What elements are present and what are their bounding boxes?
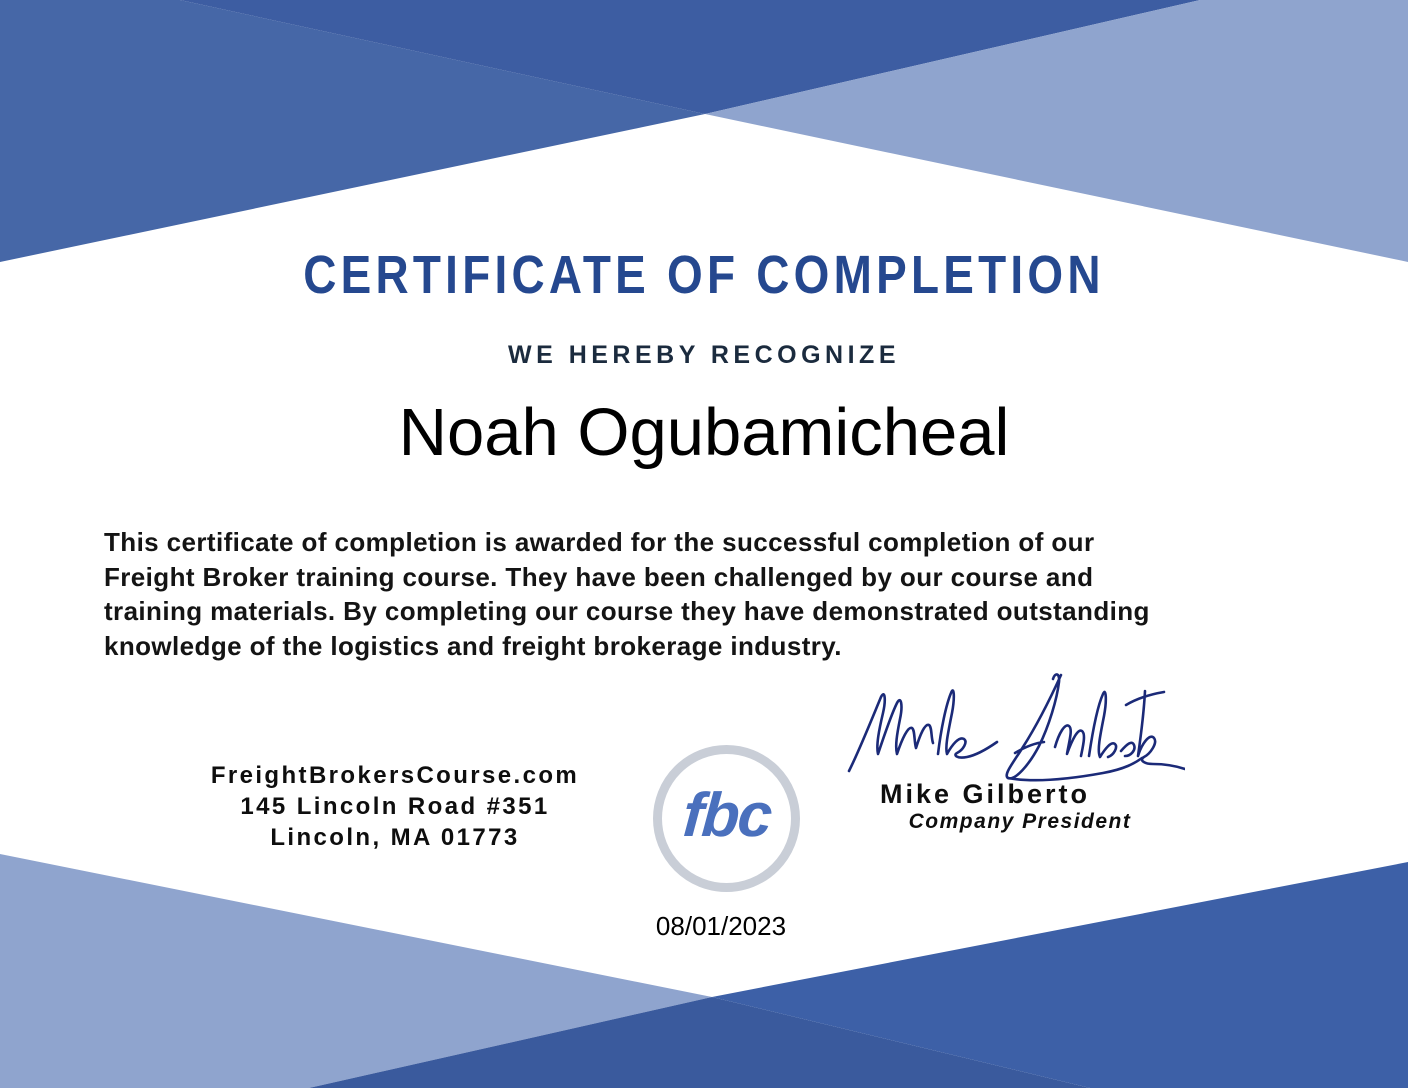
fbc-logo-icon [653, 745, 800, 892]
fbc-logo-text: fbc [680, 780, 773, 850]
signature-icon [845, 663, 1185, 783]
issuer-org-name: FreightBrokersCourse.com [210, 762, 580, 789]
signer-title: Company President [908, 810, 1132, 833]
certificate-title: CERTIFICATE OF COMPLETION [303, 245, 1105, 305]
body-line: Freight Broker training course. They have been challenged by our course and [104, 561, 1094, 592]
signer-name: Mike Gilberto [879, 779, 1091, 809]
issuer-address-block [115, 760, 675, 853]
issuer-address-line2: Lincoln, MA 01773 [270, 824, 520, 851]
signature-stroke-mike [849, 690, 997, 771]
signature-stroke-gilberto [1007, 674, 1185, 778]
issuer-address-line1: 145 Lincoln Road #351 [240, 793, 550, 820]
body-line: knowledge of the logistics and freight brokerage industry. [104, 630, 842, 661]
completion-date: 08/01/2023 [655, 911, 787, 941]
certificate-body-text [104, 525, 1344, 663]
recognition-label: WE HEREBY RECOGNIZE [507, 341, 901, 369]
body-line: This certificate of completion is awarded for the successful completion of our [104, 527, 1095, 557]
recipient-name: Noah Ogubamicheal [398, 395, 1010, 470]
body-line: training materials. By completing our course they have demonstrated outstanding [104, 596, 1150, 627]
